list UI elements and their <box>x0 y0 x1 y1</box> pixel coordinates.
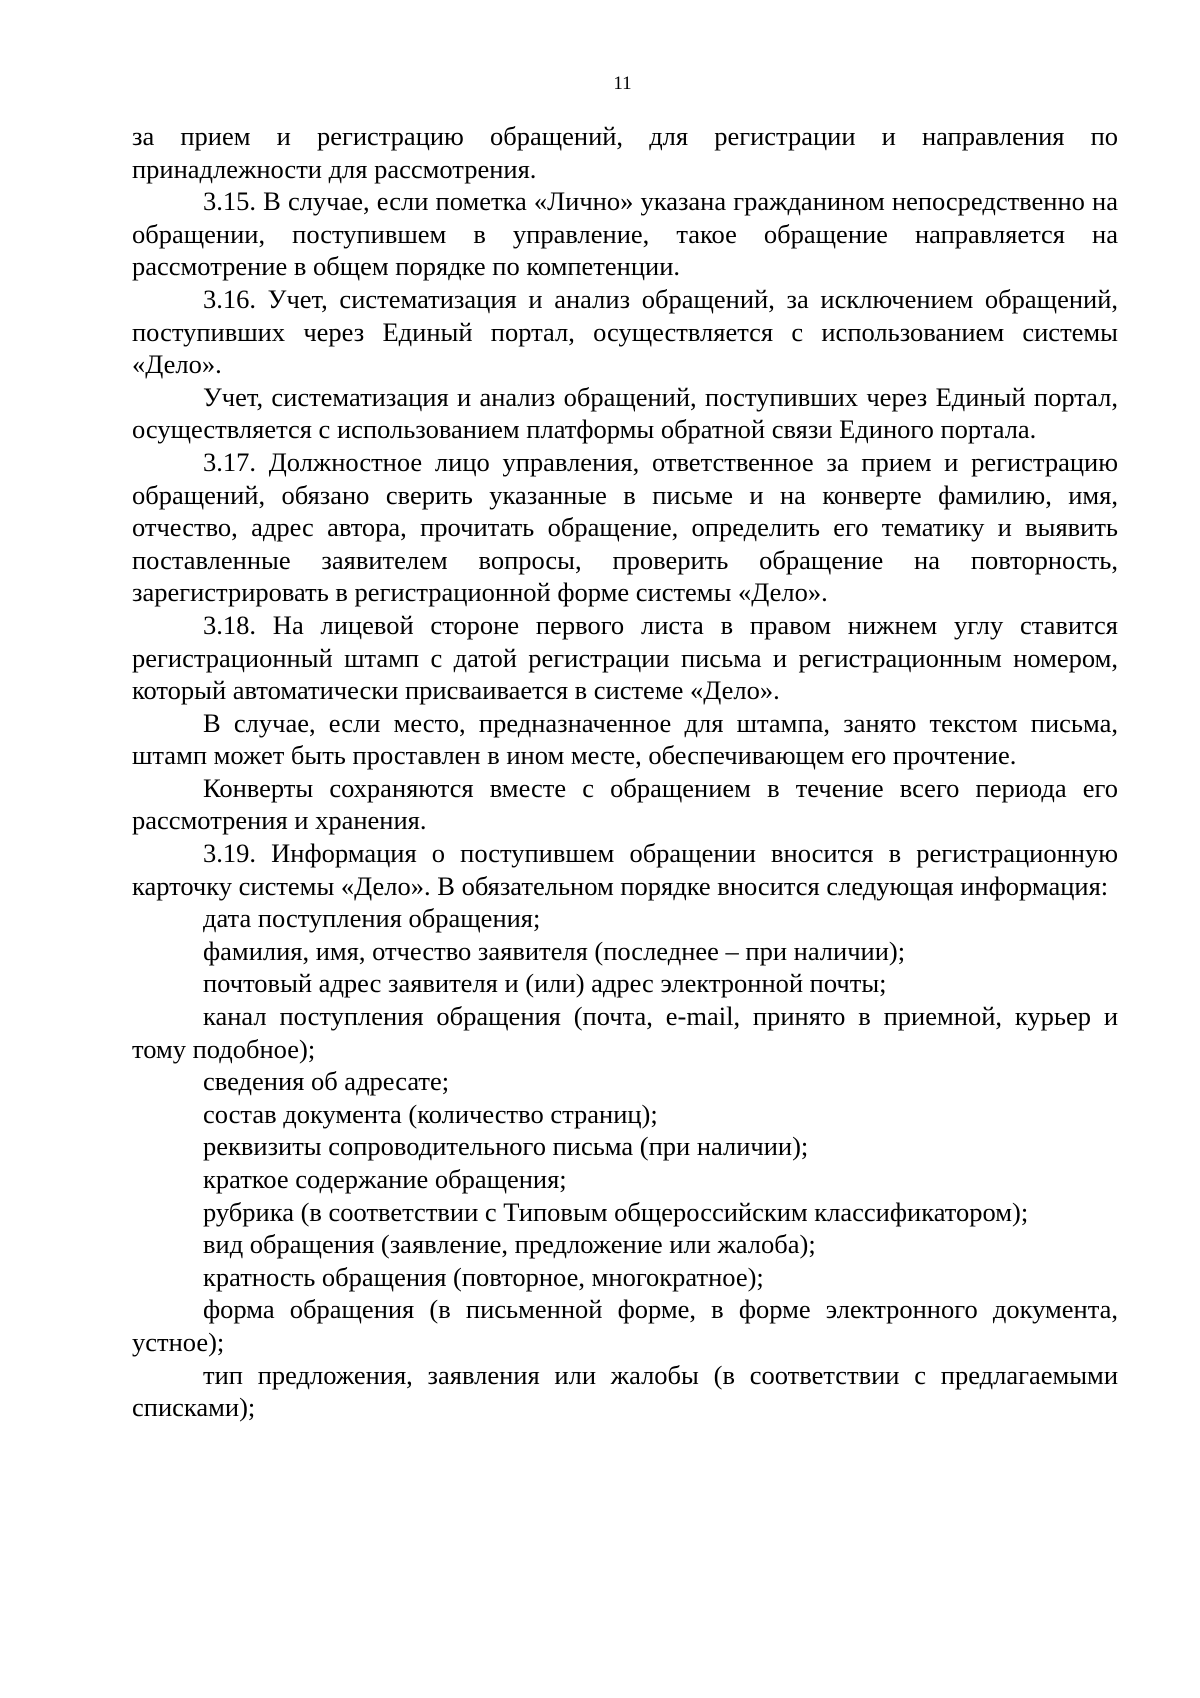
list-item: краткое содержание обращения; <box>203 1164 567 1194</box>
list-item: дата поступления обращения; <box>203 903 541 934</box>
paragraph: 3.18. На лицевой стороне первого листа в правом нижнем углу ставится регистрационный штамп с датой регистрации письма и регистрационным номером, который автоматически присваивается в системе «Дело». <box>132 609 1118 706</box>
paragraph: 3.15. В случае, если пометка «Лично» указана гражданином непосредственно на обращении, поступившем в управление, такое обращение направляется на рассмотрение в общем порядке по компетенции. <box>132 186 1118 282</box>
list-item: кратность обращения (повторное, многократное); <box>203 1261 764 1292</box>
paragraph: Учет, систематизация и анализ обращений, поступивших через Единый портал, осуществляется с использованием платформы обратной связи Единого портала. <box>132 381 1118 445</box>
list-item: канал поступления обращения (почта, e-mail, принято в приемной, курьер и тому подобное); <box>132 1001 1118 1064</box>
list-item: состав документа (количество страниц); <box>203 1098 658 1129</box>
list-item: фамилия, имя, отчество заявителя (последнее – при наличии); <box>203 935 906 966</box>
document-body <box>132 120 1118 1424</box>
paragraph: 3.19. Информация о поступившем обращении вносится в регистрационную карточку системы «Дело». В обязательном порядке вносится следующая информация: <box>132 838 1118 901</box>
list-item: рубрика (в соответствии с Типовым общероссийским классификатором); <box>203 1196 1029 1227</box>
list-item: реквизиты сопроводительного письма (при наличии); <box>203 1131 809 1162</box>
paragraph: за прием и регистрацию обращений, для регистрации и направления по принадлежности для рассмотрения. <box>132 121 1118 184</box>
list-item: форма обращения (в письменной форме, в форме электронного документа, устное); <box>132 1294 1118 1357</box>
paragraph: 3.16. Учет, систематизация и анализ обращений, за исключением обращений, поступивших через Единый портал, осуществляется с использованием системы «Дело». <box>132 283 1118 380</box>
list-item: почтовый адрес заявителя и (или) адрес электронной почты; <box>203 968 887 999</box>
paragraph: В случае, если место, предназначенное для штампа, занято текстом письма, штамп может быть проставлен в ином месте, обеспечивающем его прочтение. <box>132 707 1118 771</box>
paragraph: 3.17. Должностное лицо управления, ответственное за прием и регистрацию обращений, обязано сверить указанные в письме и на конверте фамилию, имя, отчество, адрес автора, прочитать обращение, определить его тематику и выявить поставленные заявителем вопросы, проверить обращение на повторность, зарегистрировать в регистрационной форме системы «Дело». <box>132 446 1118 608</box>
page-number: 11 <box>613 73 632 94</box>
list-item: тип предложения, заявления или жалобы (в соответствии с предлагаемыми списками); <box>132 1359 1118 1423</box>
list-item: вид обращения (заявление, предложение или жалоба); <box>203 1229 816 1260</box>
list-item: сведения об адресате; <box>203 1066 450 1097</box>
paragraph: Конверты сохраняются вместе с обращением в течение всего периода его рассмотрения и хранения. <box>132 772 1118 836</box>
